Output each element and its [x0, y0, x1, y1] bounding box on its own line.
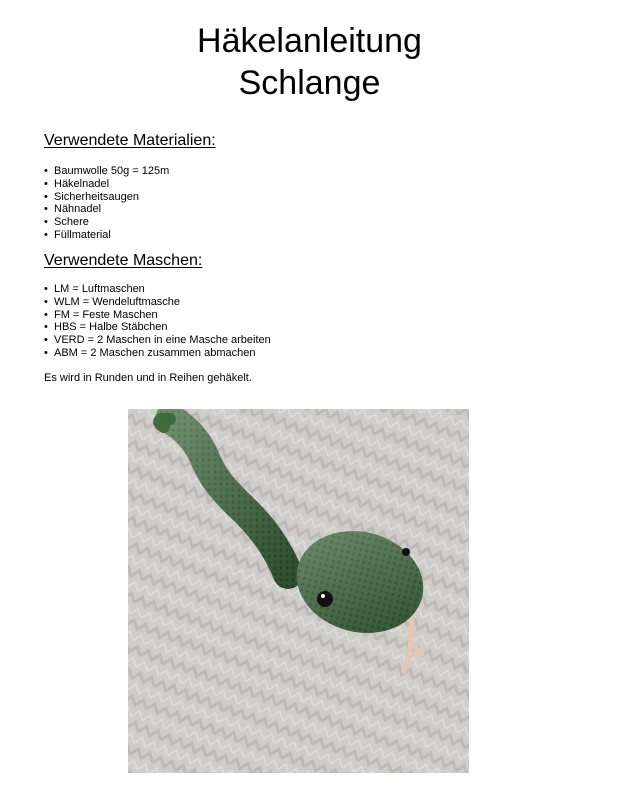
- list-item: • Baumwolle 50g = 125m: [44, 165, 169, 178]
- technique-note: Es wird in Runden und in Reihen gehäkelt.: [44, 372, 252, 384]
- title-line-1: Häkelanleitung: [197, 22, 422, 60]
- title-line-2: Schlange: [238, 64, 381, 102]
- snake-tail: [159, 419, 170, 427]
- list-item: • Füllmaterial: [44, 229, 169, 242]
- stitches-list: [44, 283, 271, 360]
- snake-illustration: [128, 409, 469, 773]
- list-item: • VERD = 2 Maschen in eine Masche arbeiten: [44, 334, 271, 347]
- list-item: • Sicherheitsaugen: [44, 191, 169, 204]
- snake-eye: [317, 591, 333, 607]
- crocheted-snake-photo: [128, 409, 469, 773]
- list-item: • ABM = 2 Maschen zusammen abmachen: [44, 347, 271, 360]
- list-item: • Schere: [44, 216, 169, 229]
- materials-list: [44, 165, 169, 242]
- snake-eye: [402, 548, 410, 556]
- stitches-heading: Verwendete Maschen:: [44, 252, 203, 269]
- document-title: [0, 20, 619, 104]
- list-item: • FM = Feste Maschen: [44, 309, 271, 322]
- list-item: • Nähnadel: [44, 203, 169, 216]
- materials-heading: Verwendete Materialien:: [44, 132, 216, 149]
- list-item: • Häkelnadel: [44, 178, 169, 191]
- list-item: • HBS = Halbe Stäbchen: [44, 321, 271, 334]
- list-item: • WLM = Wendeluftmasche: [44, 296, 271, 309]
- list-item: • LM = Luftmaschen: [44, 283, 271, 296]
